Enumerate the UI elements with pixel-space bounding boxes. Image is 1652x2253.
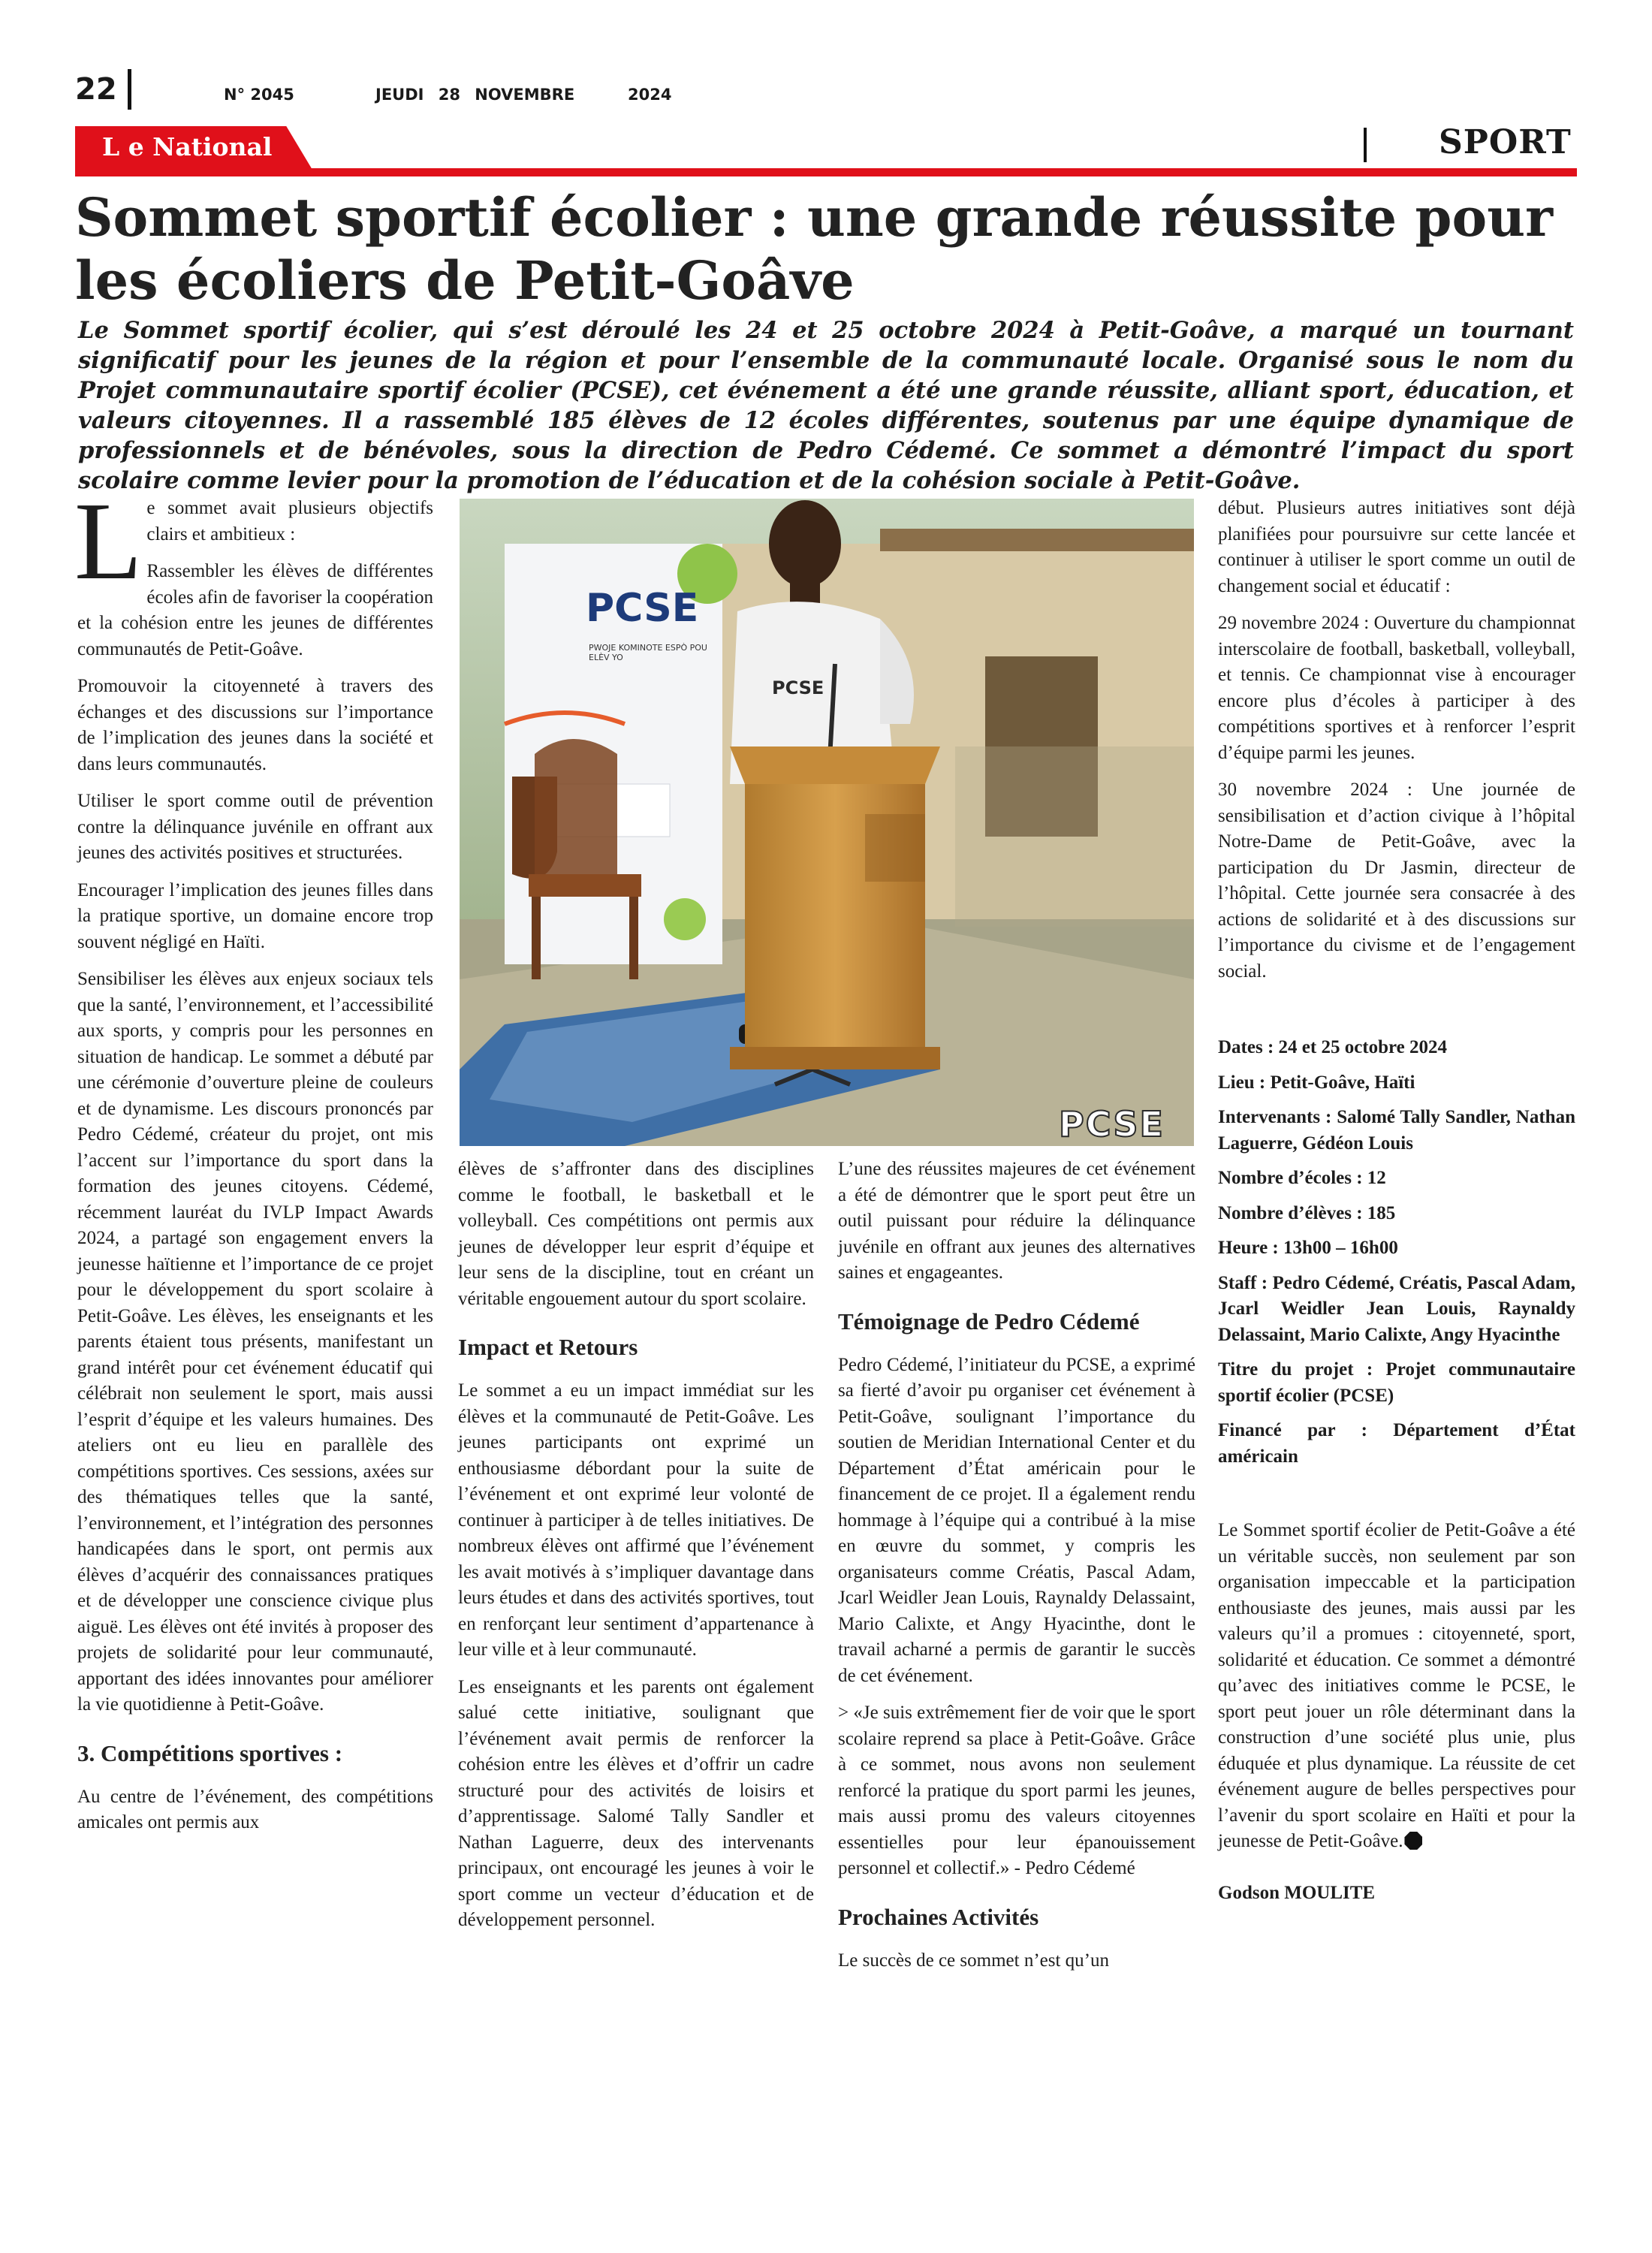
body-paragraph: L’une des réussites majeures de cet événement a été de démontrer que le sport peut être un outil puissant pour réduire la délinquance juvénile en offrant aux jeunes des alternatives saines et engageantes. [838, 1159, 1195, 1283]
subheading-impact: Impact et Retours [458, 1334, 638, 1360]
objective-paragraph: Encourager l’implication des jeunes filles dans la pratique sportive, un domaine encore trop souvent négligé en Haïti. [77, 879, 433, 952]
objective-paragraph: Promouvoir la citoyenneté à travers des échanges et des discussions sur l’importance de l’implication des jeunes dans la société et dans leurs communautés. [77, 676, 433, 774]
section-divider [1364, 128, 1367, 162]
activity-paragraph: 30 novembre 2024 : Une journée de sensibilisation et d’action civique à l’hôpital Notre-Dame de Petit-Goâve, avec la participation du Dr Jasmin, directeur de l’hôpital. Cette journée sera consacrée à des actions de solidarité et à des discussions sur l’importance du civisme et de l’engagement social. [1218, 780, 1575, 982]
body-paragraph: Pedro Cédemé, l’initiateur du PCSE, a exprimé sa fierté d’avoir pu organiser cet événement à Petit-Goâve, soulignant l’importance du soutien de Meridian International Center et du Département d’État américain pour le financement de ce projet. Il a également rendu hommage à l’équipe qui a contribué à la mise en œuvre du sommet, y compris les organisateurs comme Créatis, Pascal Adam, Jcarl Weidler Jean Louis, Raynaldy Delassaint, Mario Calixte, et Angy Hyacinthe, dont le travail acharné a permis de garantir le succès de cet événement. [838, 1354, 1195, 1686]
author-signature: Godson MOULITE [1218, 1882, 1376, 1903]
body-paragraph: Au centre de l’événement, des compétitions amicales ont permis aux [77, 1786, 433, 1832]
section-name: SPORT [1439, 123, 1572, 161]
subheading-prochaines: Prochaines Activités [838, 1903, 1039, 1930]
body-paragraph: Le succès de ce sommet n’est qu’un [838, 1950, 1109, 1971]
issue-date: JEUDI 28 NOVEMBRE [375, 86, 575, 104]
conclusion-paragraph [1218, 1518, 1575, 1855]
subheading-temoignage: Témoignage de Pedro Cédemé [838, 1307, 1140, 1335]
fact-ecoles: Nombre d’écoles : 12 [1218, 1168, 1386, 1188]
body-paragraph: début. Plusieurs autres initiatives sont déjà planifiées pour poursuivre sur cette lancée et continuer à utiliser le sport comme un outil de changement social et éducatif : [1218, 498, 1575, 596]
lead-paragraph [74, 480, 433, 603]
page-number: 22 [75, 72, 117, 107]
body-paragraph: Le sommet a eu un impact immédiat sur les élèves et la communauté de Petit-Goâve. Les jeunes participants ont exprimé un enthousiasme débordant pour la suite de l’événement et ont exprimé leur volonté de continuer à participer à de telles initiatives. De nombreux élèves ont affirmé que l’événement les avait motivés à s’impliquer davantage dans leurs études et dans des activités sportives, tout en renforçant leur sentiment d’appartenance à leur ville et à leur communauté. [458, 1380, 814, 1660]
photo-watermark: PCSE [1059, 1104, 1165, 1145]
standfirst: Le Sommet sportif écolier, qui s’est déroulé les 24 et 25 octobre 2024 à Petit-Goâve, a marqué un tournant significatif pour les jeunes de la région et pour l’ensemble de la communauté locale. Organisé sous le nom du Projet communautaire sportif écolier (PCSE), cet événement a été une grande réussite, alliant sport, éducation, et valeurs citoyennes. Il a rassemblé 185 élèves de 12 écoles différentes, soutenus par une équipe dynamique de professionnels et de bénévoles, sous la direction de Pedro Cédemé. Ce sommet a démontré l’impact du sport scolaire comme levier pour la promotion de l’éducation et de la cohésion sociale à Petit-Goâve. [78, 317, 1574, 494]
column-4 [1218, 496, 1575, 1917]
end-mark-icon [1404, 1832, 1422, 1850]
drop-cap: L [74, 480, 143, 603]
fact-intervenants: Intervenants : Salomé Tally Sandler, Nathan Laguerre, Gédéon Louis [1218, 1107, 1575, 1154]
objective-paragraph: Utiliser le sport comme outil de prévention contre la délinquance juvénile en offrant aux jeunes des activités positives et structurées. [77, 791, 433, 863]
fact-box [1218, 1035, 1575, 1470]
fact-titre: Titre du projet : Projet communautaire sportif écolier (PCSE) [1218, 1359, 1575, 1406]
fact-staff: Staff : Pedro Cédemé, Créatis, Pascal Adam, Jcarl Weidler Jean Louis, Raynaldy Delassaint, Mario Calixte, Angy Hyacinthe [1218, 1272, 1575, 1345]
fact-heure: Heure : 13h00 – 16h00 [1218, 1238, 1398, 1258]
issue-number: N° 2045 [224, 86, 294, 104]
subheading-competitions: 3. Compétitions sportives : [77, 1739, 343, 1766]
activity-paragraph: 29 novembre 2024 : Ouverture du championnat interscolaire de football, basketball, volleyball, et tennis. Ce championnat vise à encourager encore plus d’écoles à participer à des compétitions sportives et à renforcer l’esprit d’équipe parmi les jeunes. [1218, 613, 1575, 763]
speaker-photo-illustration [460, 499, 1194, 1146]
fact-dates: Dates : 24 et 25 octobre 2024 [1218, 1037, 1448, 1057]
page-number-divider [128, 69, 131, 110]
issue-year: 2024 [628, 86, 672, 104]
objective-paragraph: Rassembler les élèves de différentes écoles afin de favoriser la coopération et la cohésion entre les jeunes de différentes communautés de Petit-Goâve. [77, 561, 433, 659]
column-2 [458, 1157, 814, 1945]
header-rule [75, 168, 1577, 176]
spacer [1218, 996, 1575, 1035]
banner-subtitle: PWOJE KOMINOTE ESPÒ POU ELÈV YO [589, 643, 707, 662]
conclusion-text: Le Sommet sportif écolier de Petit-Goâve a été un véritable succès, non seulement par son organisation impeccable et la participation enthousiaste des jeunes, mais aussi par les valeurs qu’il a promues : citoyenneté, sport, solidarité et éducation. Ce sommet a démontré qu’avec des initiatives comme le PCSE, le sport peut jouer un rôle déterminant dans la construction d’une société plus unie, plus éduquée et plus dynamique. La réussite de cet événement augure de belles perspectives pour l’avenir du sport scolaire en Haïti et pour la jeunesse de Petit-Goâve. [1218, 1520, 1575, 1851]
body-paragraph: Sensibiliser les élèves aux enjeux sociaux tels que la santé, l’environnement, et l’accessibilité aux sports, y compris pour les personnes en situation de handicap. Le sommet a débuté par une cérémonie d’ouverture pleine de couleurs et de dynamisme. Les discours prononcés par Pedro Cédemé, créateur du projet, ont mis l’accent sur l’importance du sport dans la formation des jeunes citoyens. Cédemé, récemment lauréat du IVLP Impact Awards 2024, a partagé son engagement envers la jeunesse haïtienne et l’importance de ce projet pour le développement du sport scolaire à Petit-Goâve. Les élèves, les enseignants et les parents étaient tous présents, manifestant un grand intérêt pour cet événement éducatif qui célébrait non seulement le sport, mais aussi l’esprit d’équipe et les valeurs humaines. Des ateliers ont eu lieu en parallèle des compétitions sportives. Ces sessions, axées sur des thématiques telles que la santé, l’environnement, et l’intégration des personnes handicapées dans le sport, ont permis aux élèves d’acquérir des connaissances pratiques et de développer une conscience civique plus aiguë. Les élèves ont été invités à proposer des projets de solidarité pour leur communauté, apportant des idées innovantes pour améliorer la vie quotidienne à Petit-Goâve. [77, 969, 433, 1715]
fact-eleves: Nombre d’élèves : 185 [1218, 1202, 1396, 1223]
fact-finance: Financé par : Département d’État américain [1218, 1420, 1575, 1467]
fact-lieu: Lieu : Petit-Goâve, Haïti [1218, 1072, 1415, 1093]
column-3 [838, 1157, 1195, 1985]
lead-text: e sommet avait plusieurs objectifs clairs et ambitieux : [146, 498, 433, 544]
spacer [1218, 1479, 1575, 1518]
body-paragraph: élèves de s’affronter dans des disciplines comme le football, le basketball et le volleyball. Ces compétitions ont permis aux jeunes de développer leur esprit d’équipe et leur sens de la discipline, tout en créant un véritable engouement autour du sport scolaire. [458, 1159, 814, 1309]
column-1 [74, 480, 433, 1847]
publication-name: L e National [102, 132, 273, 161]
quote-paragraph: > «Je suis extrêmement fier de voir que le sport scolaire reprend sa place à Petit-Goâve. Grâce à ce sommet, nous avons non seulement renforcé la pratique du sport parmi les jeunes, mais aussi promu des valeurs citoyennes essentielles pour leur épanouissement personnel et collectif.» - Pedro Cédemé [838, 1703, 1195, 1878]
shirt-logo: PCSE [772, 677, 824, 698]
body-paragraph: Les enseignants et les parents ont également salué cette initiative, soulignant que l’événement avait permis de renforcer la cohésion entre les élèves et d’offrir un cadre structuré pour des activités de loisirs et d’apprentissage. Salomé Tally Sandler et Nathan Laguerre, deux des intervenants principaux, ont encouragé les jeunes à voir le sport comme un vecteur d’éducation et de développement personnel. [458, 1676, 814, 1930]
headline: Sommet sportif écolier : une grande réussite pour les écoliers de Petit-Goâve [75, 186, 1553, 312]
article-photo [460, 499, 1194, 1146]
banner-logo: PCSE [586, 586, 699, 631]
